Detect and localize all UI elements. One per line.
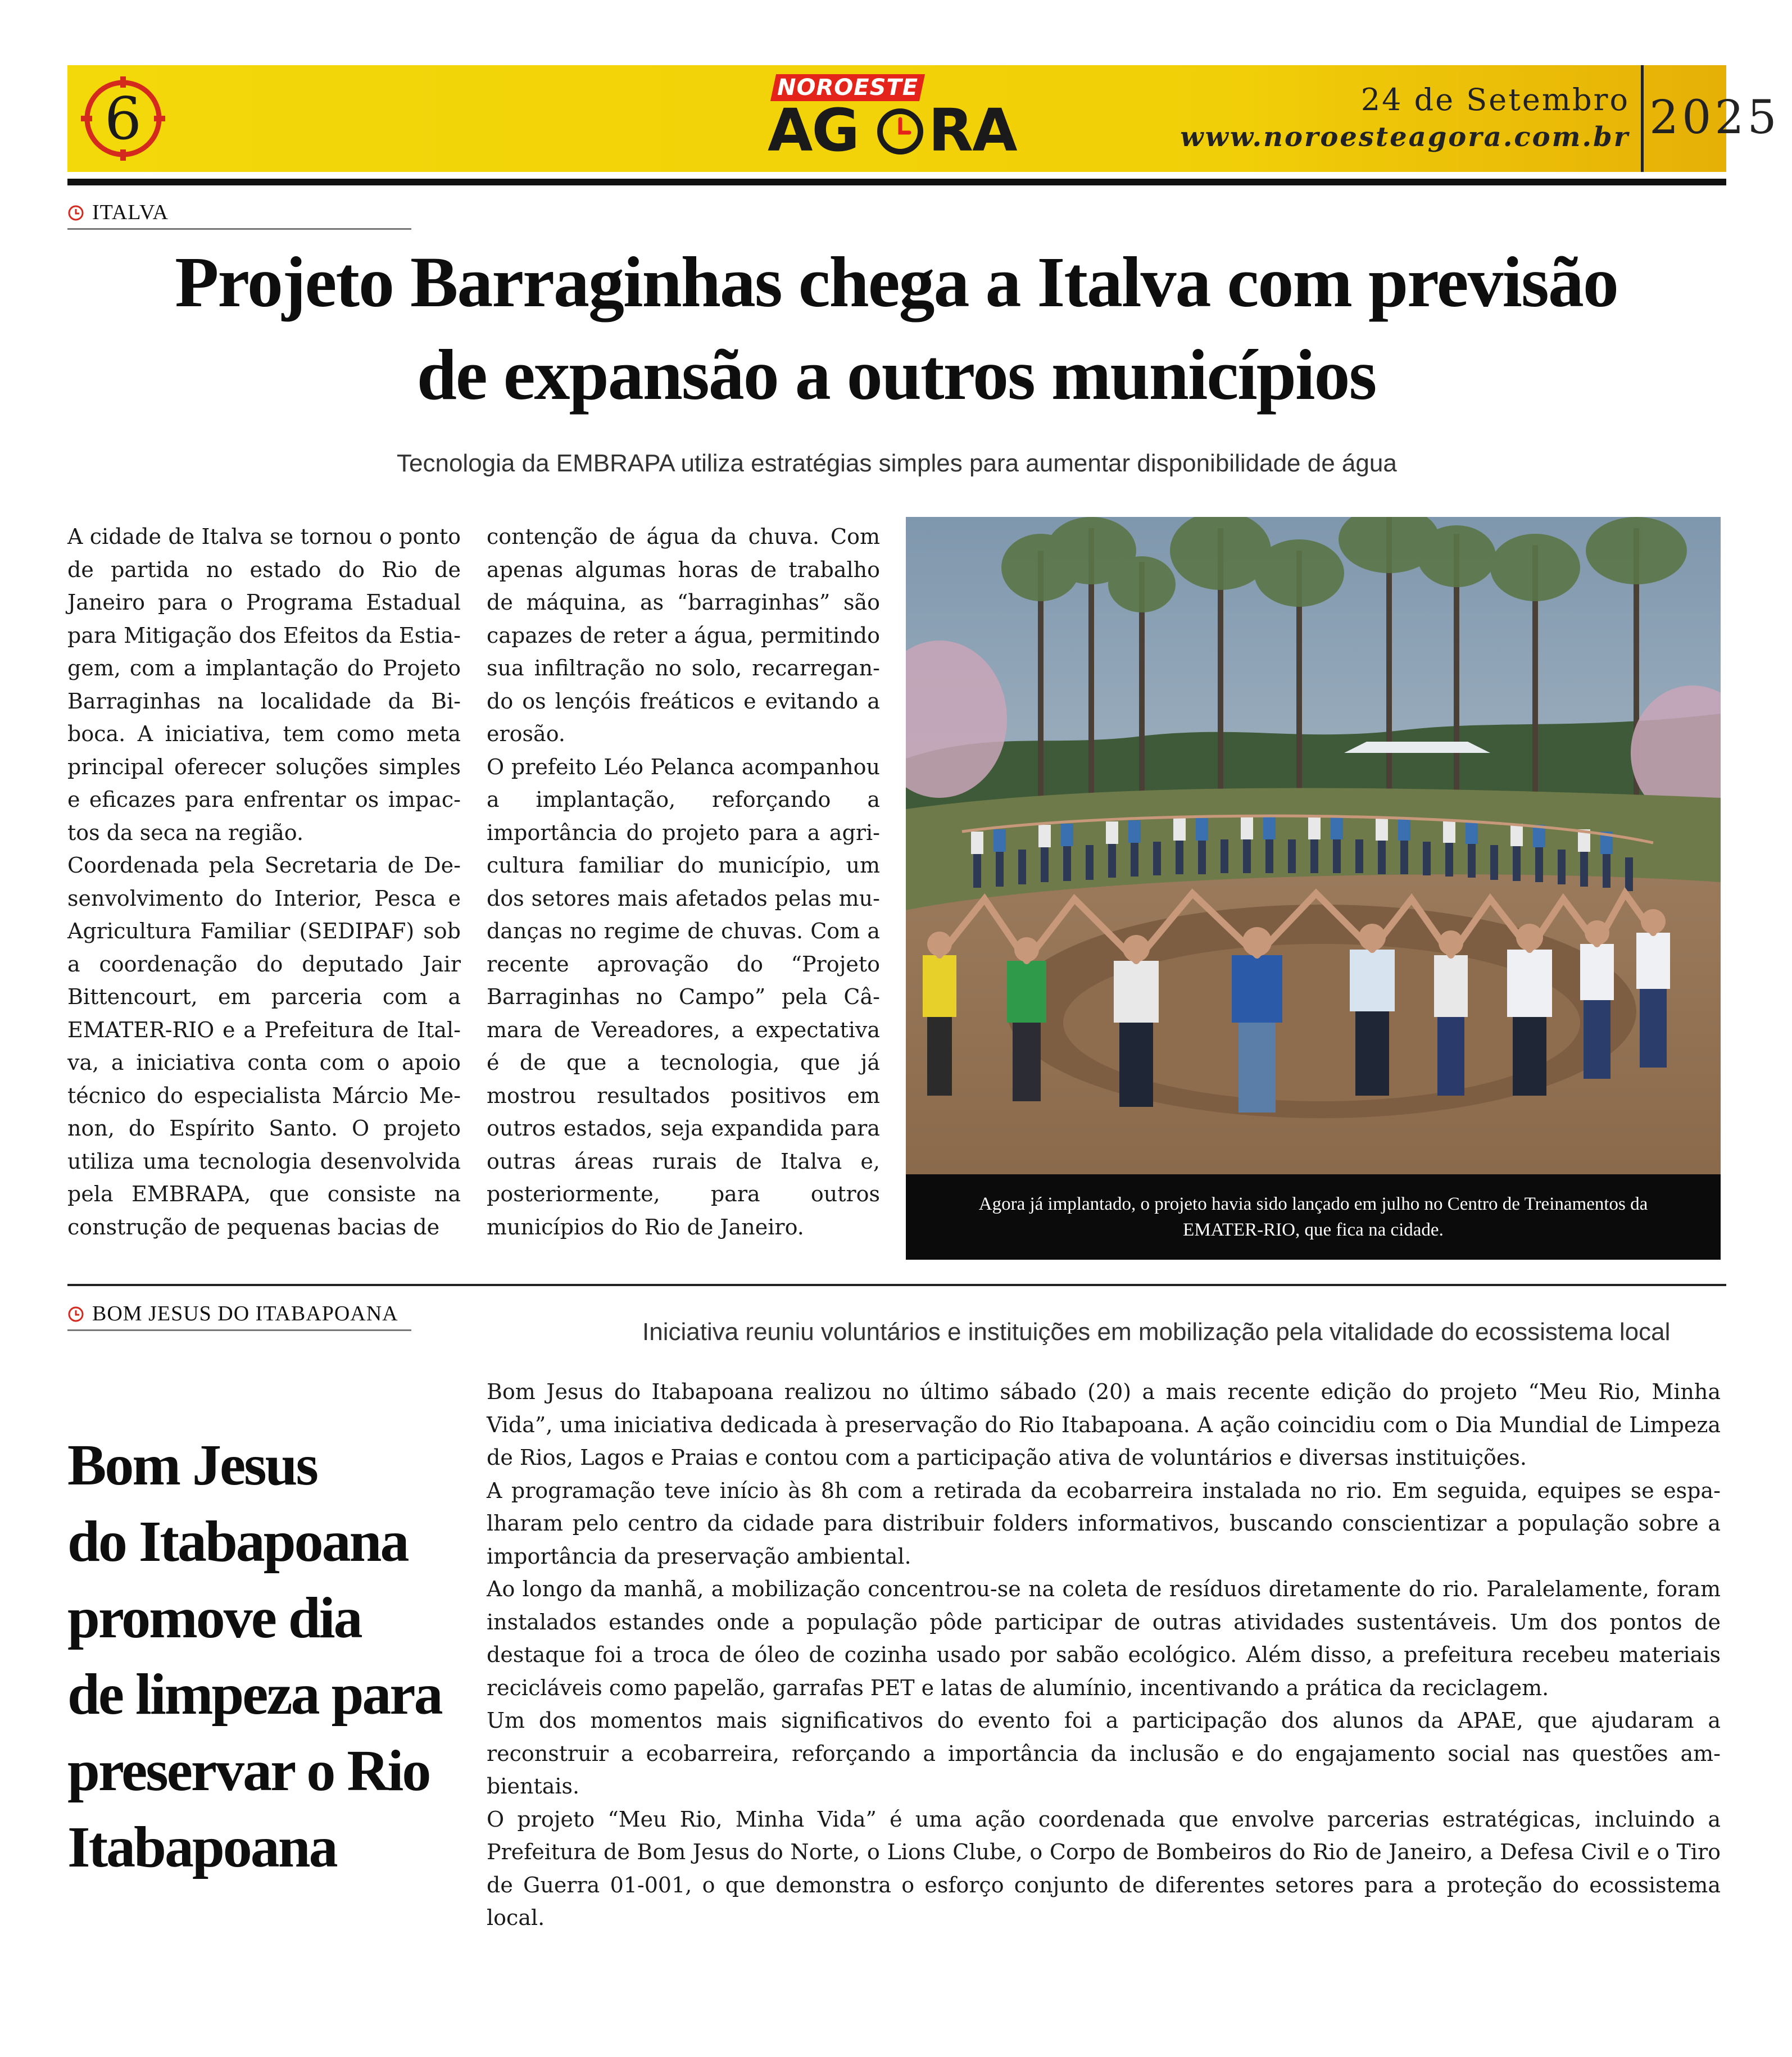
newspaper-logo xyxy=(765,74,1046,164)
header-divider xyxy=(1641,65,1644,172)
headline-line: Itabapoana xyxy=(67,1815,337,1879)
headline-line: de expansão a outros municípios xyxy=(416,335,1376,415)
section-label: BOM JESUS DO ITABAPOANA xyxy=(92,1302,398,1325)
clock-icon xyxy=(67,1306,84,1323)
photo-caption: Agora já implantado, o projeto havia sido lançado em julho no Centro de Treinamentos da EMATER-RIO, que fica na cidade. xyxy=(978,1194,1648,1240)
issue-date: 24 de Setembro xyxy=(1360,82,1630,117)
headline-line: Bom Jesus xyxy=(67,1433,317,1497)
masthead-band xyxy=(67,65,1780,172)
headline-italva xyxy=(90,236,1703,421)
headline-line: preservar o Rio xyxy=(67,1738,430,1803)
section-tag-bom-jesus xyxy=(67,1298,411,1331)
article-photo xyxy=(906,517,1721,1174)
logo-top-text: NOROESTE xyxy=(777,75,919,101)
page-number: 6 xyxy=(104,84,142,153)
clock-icon xyxy=(67,205,84,221)
paragraph: Ao longo da manhã, a mobilização concentrou-se na coleta de resíduos diretamente do rio. Paralelamente, foram instalados estandes onde a população pôde participar de outras atividades sustentáveis. Um dos pontos de destaque foi a troca de óleo de cozinha usado por sabão ecológico. Além disso, a prefeitura recebeu materiais recicláveis como papelão, garrafas PET e latas de alumínio, incentivando a prática da reciclagem. xyxy=(487,1577,1721,1700)
subtitle-bom-jesus: Iniciativa reuniu voluntários e instituições em mobilização pela vitalidade do ecossistema local xyxy=(642,1318,1671,1346)
paragraph: Coordenada pela Secretaria de Desenvolvimento do Interior, Pesca e Agricultura Familiar (SEDIPAF) sob a coordenação do deputado Jair Bittencourt, em parceria com a EMATER-RIO e a Prefeitura de Italva, a iniciativa conta com o apoio técnico do especialista Márcio Menon, do Espírito Santo. O projeto utiliza uma tecnologia desenvolvida pela EMBRAPA, que consiste na construção de pequenas bacias de xyxy=(67,853,461,1239)
headline-line: Projeto Barraginhas chega a Italva com previsão xyxy=(175,242,1618,322)
article-column-1 xyxy=(67,520,461,1243)
paragraph: Um dos momentos mais significativos do evento foi a participação dos alunos da APAE, que ajudaram a reconstruir a ecobarreira, reforçando a importância da inclusão e do engajamento social nas questões ambientais. xyxy=(487,1708,1721,1799)
headline-line: do Itabapoana xyxy=(67,1509,408,1574)
page-number-badge xyxy=(80,75,166,162)
site-url[interactable]: www.noroesteagora.com.br xyxy=(1180,121,1630,153)
article-column-2 xyxy=(487,520,880,1243)
logo-wordmark-left: AG xyxy=(768,96,859,165)
logo-wordmark-right: RA xyxy=(928,96,1017,165)
paragraph: contenção de água da chuva. Com apenas algumas horas de trabalho de máquina, as “barraginhas” são capazes de reter a água, permitindo sua infiltração no solo, recarregando os lençóis freáticos e evitando a erosão. xyxy=(487,524,880,746)
headline-line: promove dia xyxy=(67,1586,361,1650)
paragraph: Bom Jesus do Itabapoana realizou no último sábado (20) a mais recente edição do projeto “Meu Rio, Minha Vida”, uma iniciativa dedicada à preservação do Rio Itabapoana. A ação coincidiu com o Dia Mundial de Limpeza de Rios, Lagos e Praias e contou com a participação ativa de voluntários e diversas instituições. xyxy=(487,1379,1721,1470)
section-label: ITALVA xyxy=(92,201,169,224)
headline-line: de limpeza para xyxy=(67,1662,442,1727)
paragraph: O prefeito Léo Pelanca acompanhou a implantação, reforçando a importância do projeto para a agricultura familiar do município, um dos setores mais afetados pelas mudanças no regime de chuvas. Com a recente aprovação do “Projeto Barraginhas no Campo” pela Câmara de Vereadores, a expectativa é de que a tecnologia, que já mostrou resultados positivos em outros estados, seja expandida para outras áreas rurais de Italva e, posteriormente, para outros municípios do Rio de Janeiro. xyxy=(487,754,880,1239)
header-rule xyxy=(67,179,1726,185)
paragraph: O projeto “Meu Rio, Minha Vida” é uma ação coordenada que envolve parcerias estratégicas, incluindo a Prefeitura de Bom Jesus do Norte, o Lions Clube, o Corpo de Bombeiros do Rio de Janeiro, a Defesa Civil e o Tiro de Guerra 01-001, o que demonstra o esforço conjunto de diferentes setores para a proteção do ecossistema local. xyxy=(487,1806,1721,1930)
article-body-bom-jesus xyxy=(487,1375,1721,1935)
photo-people-circle-illustration xyxy=(906,517,1721,1174)
paragraph: A programação teve início às 8h com a retirada da ecobarreira instalada no rio. Em seguida, equipes se espalharam pelo centro da cidade para distribuir folders informativos, buscando conscientizar a população sobre a importância da preservação ambiental. xyxy=(487,1478,1721,1569)
paragraph: A cidade de Italva se tornou o ponto de partida no estado do Rio de Janeiro para o Programa Estadual para Mitigação dos Efeitos da Estiagem, com a implantação do Projeto Barraginhas na localidade da Biboca. A iniciativa, tem como meta principal oferecer soluções simples e eficazes para enfrentar os impactos da seca na região. xyxy=(67,524,461,845)
photo-caption-box xyxy=(906,1174,1721,1260)
clock-icon xyxy=(875,107,925,156)
issue-year: 2025 xyxy=(1649,91,1780,144)
headline-bom-jesus xyxy=(67,1427,466,1886)
subtitle-italva: Tecnologia da EMBRAPA utiliza estratégias simples para aumentar disponibilidade de água xyxy=(397,449,1397,477)
section-divider xyxy=(67,1284,1726,1286)
section-tag-italva xyxy=(67,197,411,230)
logo-wordmark xyxy=(765,96,1046,165)
